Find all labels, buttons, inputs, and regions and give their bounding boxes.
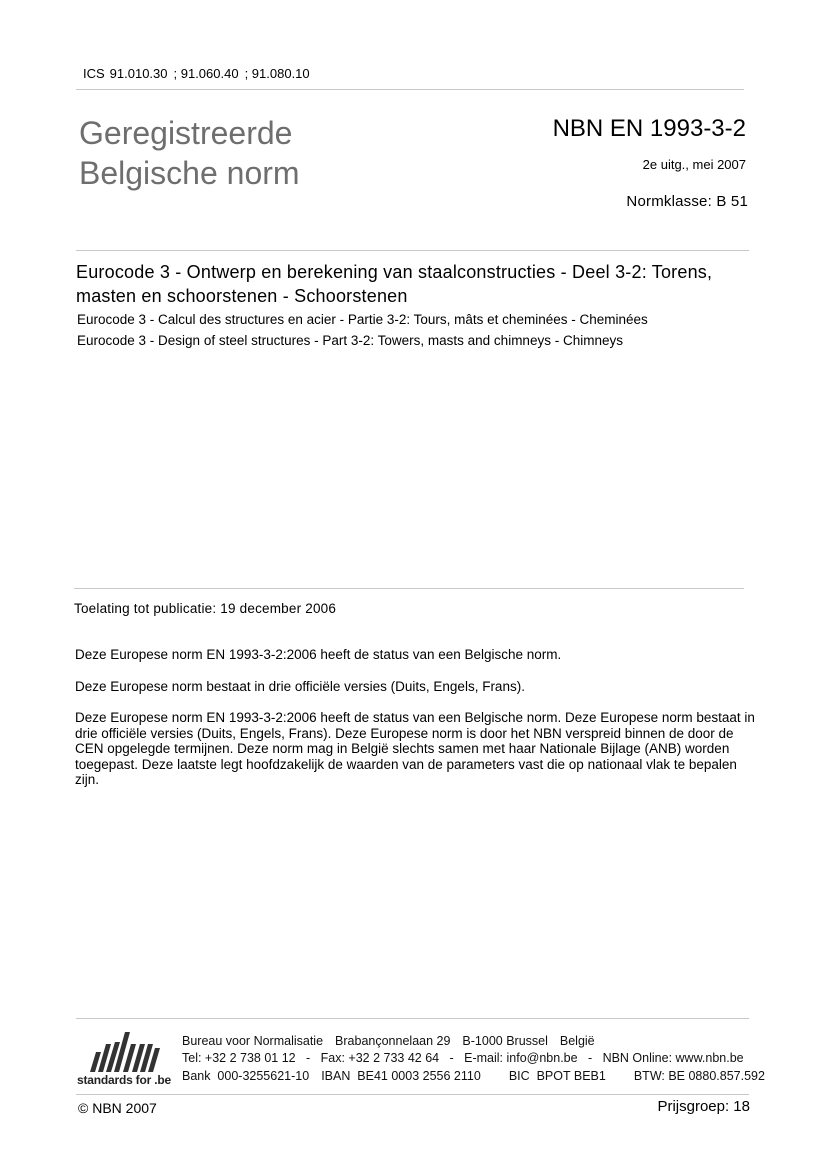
country: België [559, 1034, 595, 1048]
iban: IBAN BE41 0003 2556 2110 [321, 1069, 481, 1083]
bic: BIC BPOT BEB1 [508, 1069, 606, 1083]
price-group: Prijsgroep: 18 [657, 1098, 750, 1115]
body-paragraph: Deze Europese norm bestaat in drie officiële versies (Duits, Engels, Frans). [75, 679, 525, 694]
body-paragraph: Deze Europese norm EN 1993-3-2:2006 heeft de status van een Belgische norm. [75, 647, 562, 662]
divider [74, 588, 744, 589]
title-english: Eurocode 3 - Design of steel structures - Part 3-2: Towers, masts and chimneys - Chimneys [77, 333, 623, 348]
ics-code: ; 91.060.40 [173, 66, 239, 81]
registration-title [79, 113, 399, 193]
divider [76, 89, 744, 90]
contact-line: Tel: +32 2 738 01 12 - Fax: +32 2 733 42 64 - E-mail: info@nbn.be - NBN Online: www.nbn.be [182, 1051, 744, 1065]
address-line [182, 1034, 607, 1048]
divider [76, 1018, 749, 1019]
copyright: © NBN 2007 [78, 1100, 157, 1116]
bank-line [182, 1069, 777, 1083]
ics-code: 91.010.30 [109, 66, 168, 81]
edition: 2e uitg., mei 2007 [642, 157, 746, 172]
divider [76, 250, 749, 251]
title-french: Eurocode 3 - Calcul des structures en acier - Partie 3-2: Tours, mâts et cheminées - Cheminées [77, 312, 648, 327]
bank-account: Bank 000-3255621-10 [182, 1069, 310, 1083]
logo-tagline: standards for .be [77, 1073, 171, 1087]
street: Brabançonnelaan 29 [335, 1034, 451, 1048]
title-dutch: Eurocode 3 - Ontwerp en berekening van staalconstructies - Deel 3-2: Torens, masten en schoorstenen - Schoorstenen [76, 262, 713, 306]
registration-title-line: Geregistreerde [79, 115, 293, 151]
approval-date: Toelating tot publicatie: 19 december 2006 [74, 601, 337, 616]
standard-number: NBN EN 1993-3-2 [552, 115, 746, 142]
ics-label: ICS [83, 66, 105, 81]
vat-number: BTW: BE 0880.857.592 [633, 1069, 765, 1083]
norm-class: Normklasse: B 51 [626, 193, 748, 210]
ics-codes [83, 66, 316, 81]
ics-code: ; 91.080.10 [244, 66, 310, 81]
city: B-1000 Brussel [462, 1034, 548, 1048]
divider [76, 1094, 749, 1095]
registration-title-line: Belgische norm [79, 155, 300, 191]
body-paragraph: Deze Europese norm EN 1993-3-2:2006 heeft de status van een Belgische norm. Deze Europese norm bestaat in drie officiële versies (Duits, Engels, Frans). Deze Europese norm is door het NBN verspreid binnen de door de CEN opgelegde termijnen. Deze norm mag in België slechts samen met haar Nationale Bijlage (ANB) worden toegepast. Deze laatste legt hoofdzakelijk de waarden van de parameters vast die op nationaal vlak te bepalen zijn. [75, 710, 755, 787]
org-name: Bureau voor Normalisatie [182, 1034, 324, 1048]
